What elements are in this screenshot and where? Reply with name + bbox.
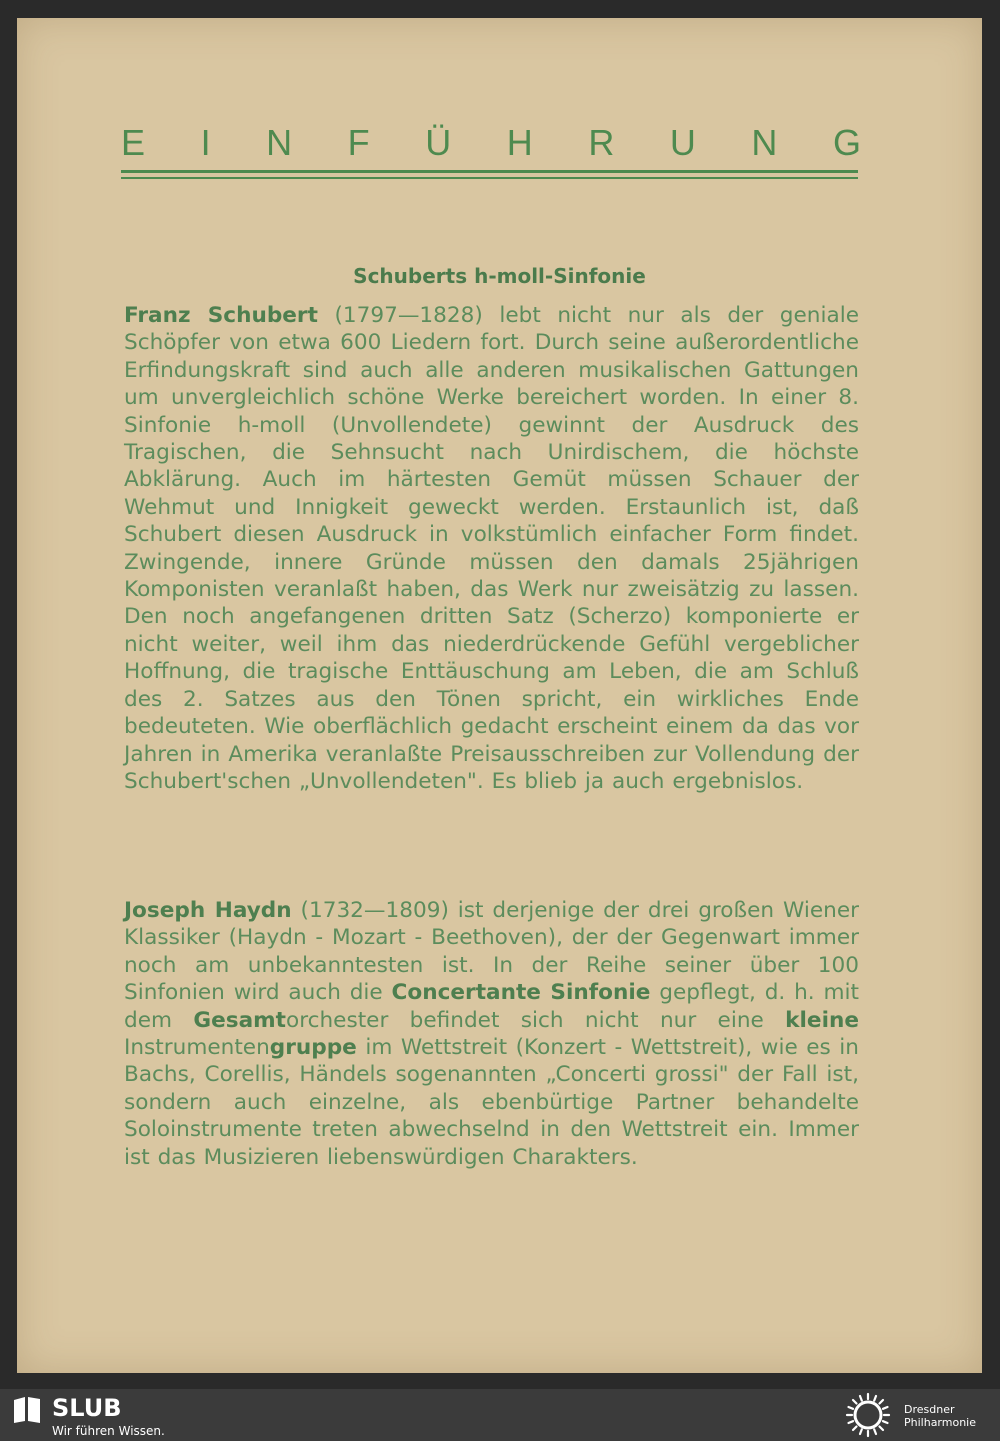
paragraph-text: im Wettstreit (Konzert - Wettstreit), wie es in Bachs, Corellis, Händels sogenannten „Concerti grossi" der Fall ist, sondern auch einzelne, als ebenbürtige Partner behandelte Soloinstrumente treten abwechselnd in den Wettstreit ein. Immer ist das Musizieren liebenswürdigen Charakters. (124, 1035, 859, 1170)
document-page (17, 18, 982, 1373)
paragraph-haydn (124, 897, 859, 1171)
heading-letter: G (832, 122, 861, 163)
paragraph-text: (1797—1828) lebt nicht nur als der geniale Schöpfer von etwa 600 Liedern fort. Durch seine außerordentliche Erfindungskraft sind auch alle anderen musikalischen Gattungen um unvergleichlich schöne Werke bereichert worden. In einer 8. Sinfonie h-moll (Unvollendete) gewinnt der Ausdruck des Tragischen, die Sehnsucht nach Unirdischem, die höchste Abklärung. Auch im härtesten Gemüt müssen Schauer der Wehmut und Innigkeit geweckt werden. Erstaunlich ist, daß Schubert diesen Ausdruck in volkstümlich einfacher Form findet. Zwingende, innere Gründe müssen den damals 25jährigen Komponisten veranlaßt haben, das Werk nur zweisätzig zu lassen. Den noch angefangenen dritten Satz (Scherzo) komponierte er nicht weiter, weil ihm das niederdrückende Gefühl vergeblicher Hoffnung, die tragische Enttäuschung am Leben, die am Schluß des 2. Satzes aus den Tönen spricht, ein wirkliches Ende bedeuteten. Wie oberflächlich gedacht erscheint einem da das vor Jahren in Amerika veranlaßte Preisausschreiben zur Vollendung der Schubert'schen „Unvollendeten". Es blieb ja auch ergebnislos. (124, 303, 859, 794)
paragraph-text: gepflegt, d. h. mit dem (124, 980, 859, 1033)
slub-logo-text[interactable]: SLUB (52, 1394, 122, 1422)
philharmonie-logo-text[interactable] (904, 1403, 998, 1429)
paragraph-schubert (124, 302, 859, 795)
heading-letter: N (751, 122, 778, 163)
heading-rule-thin (121, 177, 858, 179)
heading-letter: E (121, 122, 146, 163)
heading-letter: F (347, 122, 370, 163)
footer-bar (0, 1389, 1000, 1441)
heading-letter: R (588, 122, 615, 163)
emphasis-text: gruppe (269, 1035, 357, 1061)
emphasis-text: kleine (785, 1007, 859, 1033)
slub-book-icon (12, 1396, 42, 1424)
composer-name: Franz Schubert (124, 303, 318, 328)
heading-letter: U (669, 122, 696, 163)
paragraph-text: orchester befindet sich nicht nur eine (286, 1007, 786, 1033)
heading-letter: N (266, 122, 293, 163)
section-title: Schuberts h-moll-Sinfonie (353, 264, 646, 288)
page-heading (121, 122, 861, 164)
paragraph-text: (1732—1809) ist derjenige der drei großen Wiener Klassiker (Haydn - Mozart - Beethoven), der der Gegenwart immer noch am unbekanntesten ist. In der Reihe seiner über 100 Sinfonien wird auch die (124, 898, 859, 1006)
partner-line-1: Dresdner (904, 1403, 955, 1416)
composer-name: Joseph Haydn (124, 898, 292, 923)
slub-tagline: Wir führen Wissen. (52, 1424, 165, 1438)
partner-line-2: Philharmonie (904, 1416, 976, 1429)
paragraph-text: Instrumenten (124, 1035, 270, 1061)
philharmonie-sun-icon (842, 1392, 894, 1438)
heading-letter: H (506, 122, 533, 163)
heading-letter: Ü (425, 122, 452, 163)
emphasis-text: Concertante Sinfonie (391, 980, 651, 1006)
emphasis-text: Gesamt (193, 1007, 286, 1033)
heading-rule-thick (121, 170, 858, 173)
heading-letter: I (200, 122, 211, 163)
